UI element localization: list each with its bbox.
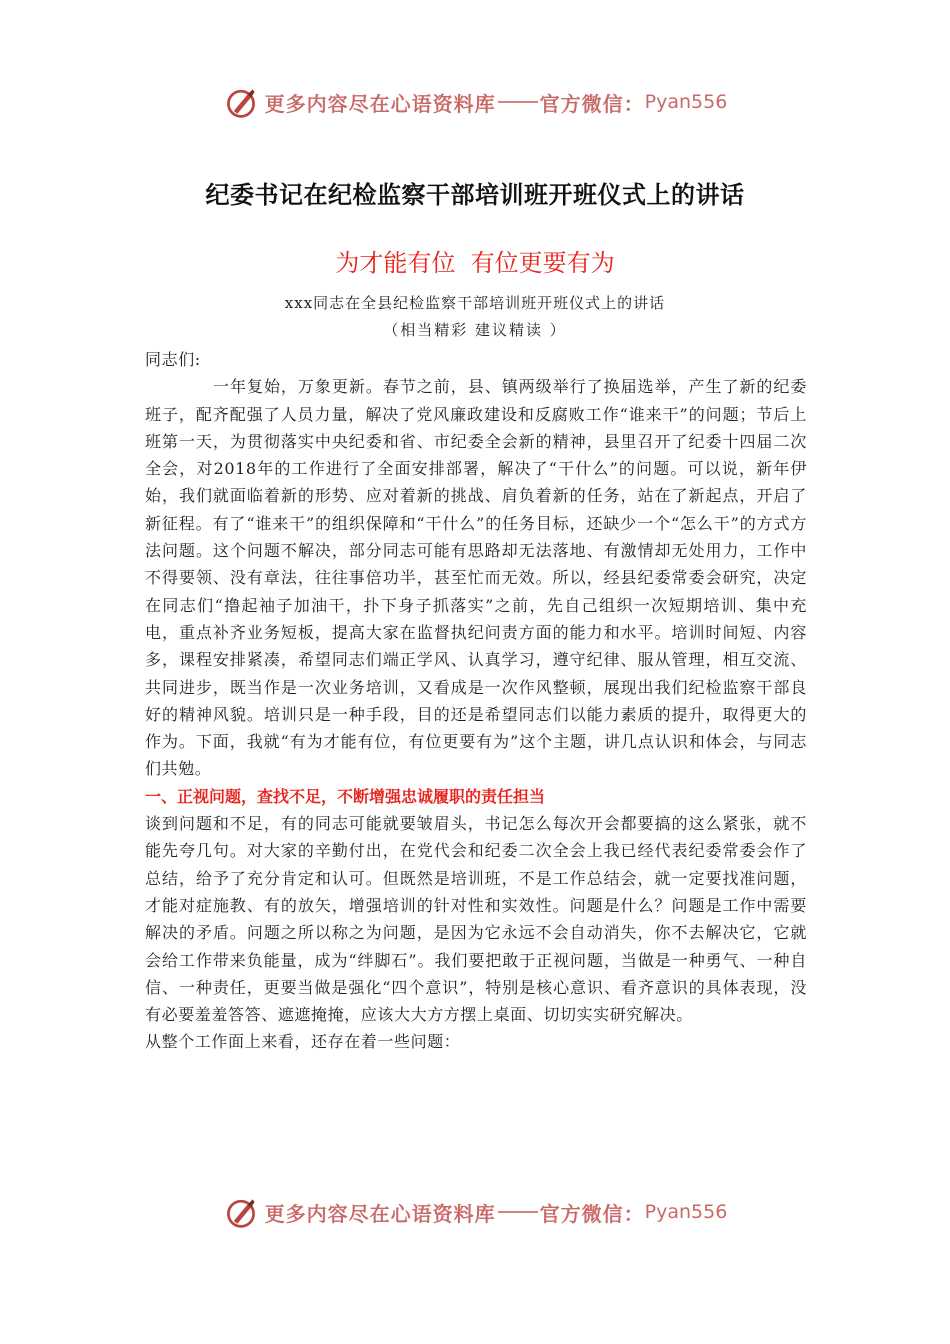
banner-wechat-id: Pyan556 — [644, 91, 728, 113]
banner-wechat-label: 官方微信： — [539, 1201, 645, 1226]
banner-dash — [498, 101, 538, 103]
document-title: 纪委书记在纪检监察干部培训班开班仪式上的讲话 — [205, 181, 745, 209]
document-body — [145, 346, 807, 1056]
footer-watermark-banner — [0, 1190, 950, 1234]
banner-text: 更多内容尽在心语资料库 — [264, 1201, 496, 1226]
banner-wechat-id: Pyan556 — [644, 1201, 728, 1223]
brand-logo-icon — [223, 1194, 259, 1230]
header-watermark-banner — [0, 80, 950, 124]
banner-wechat-label: 官方微信： — [539, 91, 645, 116]
brand-logo-icon — [223, 84, 259, 120]
document-byline: xxx同志在全县纪检监察干部培训班开班仪式上的讲话 — [284, 294, 666, 312]
paragraph-3: 从整个工作面上来看，还存在着一些问题： — [145, 1032, 461, 1052]
paragraph-1: 一年复始，万象更新。春节之前，县、镇两级举行了换届选举，产生了新的纪委班子，配齐配强了人员力量，解决了党风廉政建设和反腐败工作“谁来干”的问题；节后上班第一天，为贯彻落实中央纪委和省、市纪委全会新的精神，县里召开了纪委十四届二次全会，对2018年的工作进行了全面安排部署，解决了“干什么”的问题。可以说，新年伊始，我们就面临着新的形势、应对着新的挑战、肩负着新的任务，站在了新起点，开启了新征程。有了“谁来干”的组织保障和“干什么”的任务目标，还缺少一个“怎么干”的方式方法问题。这个问题不解决，部分同志可能有思路却无法落地、有激情却无处用力，工作中不得要领、没有章法，往往事倍功半，甚至忙而无效。所以，经县纪委常委会研究，决定在同志们“撸起袖子加油干，扑下身子抓落实”之前，先自己组织一次短期培训、集中充电，重点补齐业务短板，提高大家在监督执纪问责方面的能力和水平。培训时间短、内容多，课程安排紧凑，希望同志们端正学风、认真学习，遵守纪律、服从管理，相互交流、共同进步，既当作是一次业务培训，又看成是一次作风整顿，展现出我们纪检监察干部良好的精神风貌。培训只是一种手段，目的还是希望同志们以能力素质的提升，取得更大的作为。下面，我就“有为才能有位，有位更要有为”这个主题，讲几点认识和体会，与同志们共勉。 — [145, 377, 807, 779]
document-note: （相当精彩 建议精读 ） — [383, 321, 567, 339]
document-subtitle: 为才能有位 有位更要有为 — [335, 249, 615, 277]
section-heading-1: 一、正视问题，查找不足，不断增强忠诚履职的责任担当 — [145, 786, 546, 806]
banner-dash — [498, 1211, 538, 1213]
paragraph-2: 谈到问题和不足，有的同志可能就要皱眉头，书记怎么每次开会都要搞的这么紧张，就不能先夸几句。对大家的辛勤付出，在党代会和纪委二次全会上我已经代表纪委常委会作了总结，给予了充分肯定和认可。但既然是培训班，不是工作总结会，就一定要找准问题，才能对症施教、有的放矢，增强培训的针对性和实效性。问题是什么？问题是工作中需要解决的矛盾。问题之所以称之为问题，是因为它永远不会自动消失，你不去解决它，它就会给工作带来负能量，成为“绊脚石”。我们要把敢于正视问题，当做是一种勇气、一种自信、一种责任，更要当做是强化“四个意识”，特别是核心意识、看齐意识的具体表现，没有必要羞羞答答、遮遮掩掩，应该大大方方摆上桌面、切切实实研究解决。 — [145, 814, 807, 1025]
salutation: 同志们: — [145, 350, 201, 369]
banner-text: 更多内容尽在心语资料库 — [264, 91, 496, 116]
